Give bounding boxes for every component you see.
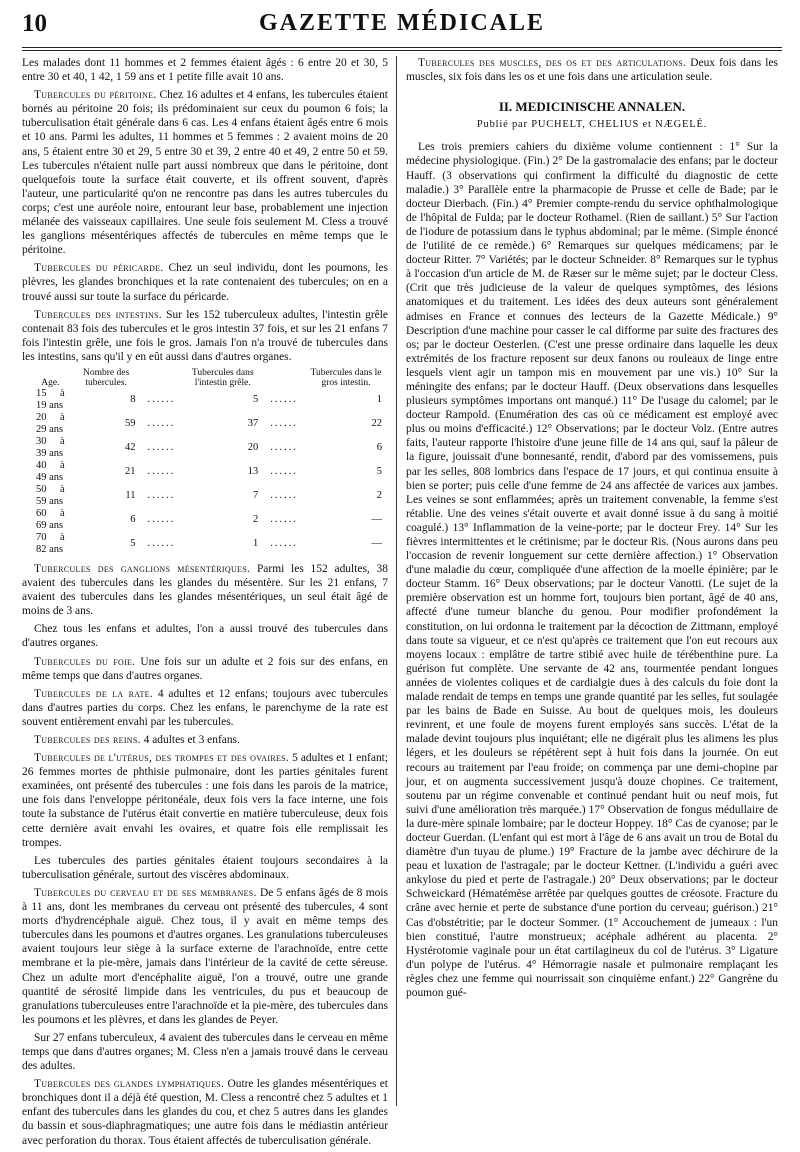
paragraph-text: Sur les 152 tuberculeux adultes, l'intestin grêle contenait 83 fois des tubercules et le gros intestin 37 fois, et sur les 21 enfans 7 fois l'intestin grêle, une fois le gros. Jamais l'on n'a trouvé de tubercules dans les intestins, sans qu'il y en eût aussi dans d'autres organes. bbox=[22, 308, 388, 363]
gros-cell: 22 bbox=[371, 417, 382, 429]
count-cell: 21 bbox=[124, 465, 136, 477]
age-cell: 50 à 59 ans bbox=[36, 483, 65, 507]
table-row: 20 à 29 ans 59 ...... 37 ...... 22 bbox=[30, 412, 388, 436]
table-header: Tubercules dans le gros intestin. bbox=[310, 367, 382, 388]
paragraph: Les trois premiers cahiers du dixième volume contiennent : 1° Sur la médecine physiologique. (Fin.) 2° De la gastromalacie des enfans; par le docteur Hauff. (3 observations qui confirment la difficulté du diagnostic de cette maladie.) 3° Parallèle entre la pharmacopie de Prusse et celle de Bade; par le docteur Dierbach. (Fin.) 4° Premier compte-rendu du service ophthalmologique de l'hôpital de Fulda; par le docteur Rothamel. (Rien de saillant.) 5° Sur l'action de l'iodure de potassium dans le typhus abdominal; par le même. (Simple énoncé de l'utilité de ce remède.) 6° Remarques sur quelques médicamens; par le docteur Ritter. 7° Variétés; par le docteur Schneider. 8° Remarques sur le typhus à l'occasion d'un article de M. de Ræser sur le même sujet; par le docteur Cless. (Crit que très judicieuse de la valeur de quelques symptômes, des lésions anatomiques et du traitement. Les idées des deux auteurs sont généralement admises en France et connues des lecteurs de la Gazette Médicale.) 9° Description d'une machine pour casser le cal difforme par suite des fractures des os; par le docteur Oesterlen. (C'est une presse ordinaire dans laquelle les deux extrémités de los fracture reposent sur deux fanons ou rouleaux de linge entre lesquels vient agir un tampon mis en mouvement par une vis.) 10° Sur la méningite des enfans; par le docteur Hauff. (Deux observations dans lesquelles plusieurs symptômes importans ont manqué.) 11° De l'usage du calomel; par le docteur Rampold. (Enumération des cas où ce médicament est employé avec plus ou moins d'efficacité.) 12° Observations; par le docteur Volz. (Entre autres faits, l'auteur rapporte l'histoire d'une jeune fille de 14 ans qui, sauf la pâleur de la figure, jouissait d'une bonnesanté, rendit, d'abord par des vomissemens, puis par les selles, 808 lombrics dans l'espace de 17 jours, et qui continua ensuite à bien se porter; puis celle d'une femme de 24 ans affectée de varices aux jambes. Les veines se sont enflammées; après un traitement convenable, la femme s'est rétablie. Une des veines s'était ouverte et avait donné issue à du sang à moitié coagulé.) 13° Inflammation de la veine-porte; par le docteur Frey. 14° Sur les fièvres intermittentes et le crétinisme; par le docteur Ris. (Nous aurons dans peu l'occasion de revenir longuement sur cette dernière affection.) 1° Observation d'une maladie du cœur, compliquée d'une affection de la moelle épinière; par le docteur Stamm. 16° Deux observations; par le docteur Vanotti. (Le sujet de la première observation est un homme fort, toujours bien portant, âgé de 40 ans, affecté d'une tumeur blanche du genou. Pour modifier profondément la constitution, on lui ordonna le traitement par la décoction de Zittmann, employé dans toute sa vigueur, et ce n'est qu'après ce traitement que l'on eut recours aux moyens locaux : emplâtre de tartre stibié avec huile de térébenthine pure. La guérison fut complète. Une servante de 42 ans, tourmentée pendant longues années de violentes coliques et de cardialgie dues à des calculs du foie dont la malade rendait de temps en temps une grande quantité par les selles, fut soulagée par les bains de Bade en Suisse. Au bout de quelques mois, les douleurs revinrent, et une foule de moyens furent employés sans succès. L'état de la malade devint toujours plus inquiétant; elle ne digérait plus les alimens les plus légers, et les douleurs se répétèrent sept à huit fois dans la journée. On eut recours au traitement par l'eau froide; on commença par une demi-chopine par jour, et on augmenta successivement jusqu'à douze chopines. Ce traitement, soutenu par un régime convenable et continué pendant huit ou neuf mois, fut suivi d'une amélioration très marquée.) 17° Observation de fongus médullaire de la dure-mère spinale lombaire; par le docteur Hoppey. 18° Cas de cyanose; par le docteur Guerdan. (L'enfant qui est mort à l'âge de 6 ans avait un trou de Botal du diamètre d'un tuyau de plume.) 19° Fracture de la jambe avec déchirure de la peau et luxation de l'astragale; par le docteur Kettner. (L'individu a guéri avec ankylose du pied et perte de l'astragale.) 20° Deux observations; par le docteur Schweickard (Hématémèse arrêtée par quelques gouttes de créosote. Fracture du crâne avec hernie et perte de substance d'une portion du cerveau; guérison.) 21° Cas d'obstétritie; par le docteur Sommer. (1° Accouchement de jumeaux : l'un bien constitué, l'autre monstrueux; acéphale adhérent au placenta. 2° Hystérotomie vaginale pour un état cartilagineux du col de l'utérus. 3° Ligature d'un polype de l'utérus. 4° Hémorragie nasale et pulmonaire remplaçant les règles chez une femme qui nourrissait son cinquième enfant.) 22° Gangrène du poumon gué- bbox=[406, 141, 778, 999]
section-heading: Tubercules du péricarde. bbox=[34, 262, 164, 275]
table-row: 30 à 39 ans 42 ...... 20 ...... 6 bbox=[30, 436, 388, 460]
grele-cell: 1 bbox=[253, 537, 259, 549]
table-row: 60 à 69 ans 6 ...... 2 ...... — bbox=[30, 508, 388, 532]
grele-cell: 2 bbox=[253, 513, 259, 525]
paragraph bbox=[22, 88, 388, 257]
paragraph bbox=[22, 1077, 388, 1147]
count-cell: 8 bbox=[130, 393, 136, 405]
right-column bbox=[406, 56, 778, 1004]
age-cell: 40 à 49 ans bbox=[36, 459, 65, 483]
header-rule bbox=[22, 47, 782, 48]
table-header: Age. bbox=[41, 377, 60, 388]
age-cell: 70 à 82 ans bbox=[36, 531, 65, 555]
age-cell: 20 à 29 ans bbox=[36, 411, 65, 435]
journal-title: GAZETTE MÉDICALE bbox=[258, 10, 546, 36]
gros-cell: — bbox=[371, 513, 382, 525]
paragraph-text: Chez 16 adultes et 4 enfans, les tubercules étaient bornés au péritoine 20 fois; ils prédominaient sur ceux du poumon 6 fois; la tuberculisation était générale dans 6 cas. Les 4 enfans étaient âgés entre 6 mois et 10 ans. Parmi les adultes, 11 hommes et 5 femmes : 2 avaient moins de 20 ans, 5 étaient entre 30 et 29, 5 entre 30 et 39, 2 entre 40 et 49, 2 entre 50 et 59. Les tubercules n'étaient nulle part aussi nombreux que dans le péritoine, dont quelquefois toute la surface était couverte, et ils offrent souvent, d'après l'auteur, une particularité qu'on ne rencontre pas dans les autres tubercules du corps; c'est une auréole noire, entourant leur base, probablement une injection mélanée des vaisseaux capillaires. Une seule fois seulement M. Cless a trouvé les ganglions mésentériques affectés de tubercules en même temps que le péritoine. bbox=[22, 89, 388, 257]
count-cell: 42 bbox=[124, 441, 136, 453]
paragraph: Les tubercules des parties génitales étaient toujours secondaires à la tuberculisation générale, surtout des viscères abdominaux. bbox=[22, 854, 388, 881]
age-cell: 30 à 39 ans bbox=[36, 435, 65, 459]
paragraph bbox=[22, 308, 388, 364]
count-cell: 11 bbox=[125, 489, 136, 501]
page-header bbox=[22, 8, 782, 44]
count-cell: 6 bbox=[130, 513, 136, 525]
paragraph-text: Deux fois dans les muscles, six fois dans les os et une fois dans une articulation seule. bbox=[406, 57, 779, 84]
section-heading: Tubercules du cerveau et de ses membranes. bbox=[34, 886, 257, 899]
section-heading: Tubercules de l'utérus, des trompes et des ovaires. bbox=[34, 752, 290, 765]
paragraph bbox=[22, 655, 388, 683]
section-heading: Tubercules des ganglions mésentériques. bbox=[34, 562, 251, 575]
paragraph bbox=[22, 562, 388, 618]
section-heading: Tubercules des intestins. bbox=[34, 308, 162, 321]
count-cell: 59 bbox=[124, 417, 136, 429]
page-number: 10 bbox=[22, 10, 47, 37]
grele-cell: 20 bbox=[247, 441, 259, 453]
table-row: 15 à 19 ans 8 ...... 5 ...... 1 bbox=[30, 388, 388, 412]
paragraph: Chez tous les enfans et adultes, l'on a aussi trouvé des tubercules dans d'autres organes. bbox=[22, 623, 388, 650]
header-rule-2 bbox=[22, 50, 782, 51]
gros-cell: 2 bbox=[376, 489, 382, 501]
paragraph: Les malades dont 11 hommes et 2 femmes étaient âgés : 6 entre 20 et 30, 5 entre 30 et 40, 1 42, 1 59 ans et 1 petite fille avait 10 ans. bbox=[22, 57, 388, 84]
paragraph bbox=[22, 733, 388, 747]
age-cell: 15 à 19 ans bbox=[36, 387, 65, 411]
table-row: 70 à 82 ans 5 ...... 1 ...... — bbox=[30, 532, 388, 556]
section-subtitle: Publié par PUCHELT, CHELIUS et NÆGELÉ. bbox=[476, 119, 708, 131]
paragraph-text: 5 adultes et 1 enfant; 26 femmes mortes de phthisie pulmonaire, dont les parties génitales furent examinées, ont présenté des tubercules : une fois dans les parois de la matrice, une fois dans l'enveloppe péritonéale, deux fois vers la face interne, une fois toute la substance de l'utérus était convertie en matière tuberculeuse, deux fois cette dernière avait envahi les ovaires, et quatre fois elle remplissait les trompes. bbox=[22, 752, 389, 849]
paragraph bbox=[22, 751, 388, 850]
section-heading: Tubercules des glandes lymphatiques. bbox=[34, 1078, 225, 1091]
grele-cell: 5 bbox=[253, 393, 259, 405]
grele-cell: 7 bbox=[253, 489, 259, 501]
paragraph: Sur 27 enfans tuberculeux, 4 avaient des tubercules dans le cerveau en même temps que dans d'autres organes; M. Cless n'en a jamais trouvé dans le cerveau des adultes. bbox=[22, 1031, 388, 1073]
section-heading: Tubercules des muscles, des os et des articulations. bbox=[418, 57, 687, 69]
paragraph bbox=[22, 687, 388, 729]
paragraph-text: Outre les glandes mésentériques et bronchiques dont il a déjà été question, M. Cless a rencontré chez 5 adultes et 1 enfant des tubercules dans les glandes du cou, et chez 5 autres dans les glandes du bassin et sous-diaphragmatiques; une autre fois dans le médiastin antérieur avec perforation du thorax. Tous étaient affectés de tuberculisation générale. bbox=[22, 1078, 388, 1147]
gros-cell: 6 bbox=[376, 441, 382, 453]
left-column bbox=[22, 56, 388, 1152]
table-header: Tubercules dans l'intestin grêle. bbox=[191, 367, 254, 388]
age-cell: 60 à 69 ans bbox=[36, 507, 65, 531]
paragraph bbox=[406, 56, 778, 84]
paragraph-text: 4 adultes et 3 enfans. bbox=[140, 734, 240, 746]
paragraph-text: Parmi les 152 adultes, 38 avaient des tubercules dans les glandes du mésentère. Sur les 21 enfans, 7 avaient des tubercules dans les glandes mésentériques, un seul était âgé de moins de 3 ans. bbox=[22, 562, 388, 618]
paragraph-text: Chez un seul individu, dont les poumons, les plèvres, les glandes bronchiques et la rate contenaient des tubercules; on en a trouvé aussi sur toute la surface du péricarde. bbox=[22, 262, 388, 303]
section-heading: Tubercules des reins. bbox=[34, 734, 141, 746]
section-heading: Tubercules du foie. bbox=[34, 655, 136, 668]
table-row: 40 à 49 ans 21 ...... 13 ...... 5 bbox=[30, 460, 388, 484]
gros-cell: 5 bbox=[376, 465, 382, 477]
paragraph-text: De 5 enfans âgés de 8 mois à 11 ans, dont les membranes du cerveau ont présenté des tubercules, 4 sont morts d'hydrencéphale aiguë. Chez tous, il y avait en même temps des tubercules dans les poumons et d'autres organes. Les granulations tuberculeuses avaient toujours leur siège à la surface externe de l'arachnoïde, entre cette membrane et la pie-mère, jamais dans l'intérieur de la cavité de cette séreuse. Chez un adulte mort d'encéphalite aiguë, l'on a trouvé, outre une grande quantité de sérosité limpide dans les ventricules, du pus et beaucoup de granulations tuberculeuses entre l'arachnoïde et la pie-mère, des tubercules dans les poumons et les plèvres, et dans les glandes de Peyer. bbox=[22, 886, 389, 1026]
grele-cell: 37 bbox=[247, 417, 259, 429]
section-heading: Tubercules du péritoine. bbox=[34, 89, 157, 102]
column-divider bbox=[396, 56, 397, 1106]
paragraph-text: 4 adultes et 12 enfans; toujours avec tubercules dans d'autres parties du corps. Chez les enfans, le parenchyme de la rate est souvent entièrement envahi par les tubercules. bbox=[22, 687, 388, 728]
section-heading: Tubercules de la rate. bbox=[34, 687, 153, 700]
gros-cell: 1 bbox=[376, 393, 382, 405]
paragraph bbox=[22, 261, 388, 303]
section-title: II. MEDICINISCHE ANNALEN. bbox=[498, 99, 686, 115]
paragraph-text: Une fois sur un adulte et 2 fois sur des enfans, en même temps que dans d'autres organes. bbox=[22, 655, 388, 682]
gros-cell: — bbox=[371, 537, 382, 549]
count-cell: 5 bbox=[130, 537, 136, 549]
table-row: 50 à 59 ans 11 ...... 7 ...... 2 bbox=[30, 484, 388, 508]
grele-cell: 13 bbox=[247, 465, 259, 477]
paragraph bbox=[22, 886, 388, 1027]
table-header: Nombre des tubercules. bbox=[82, 367, 130, 388]
age-table bbox=[30, 368, 388, 556]
